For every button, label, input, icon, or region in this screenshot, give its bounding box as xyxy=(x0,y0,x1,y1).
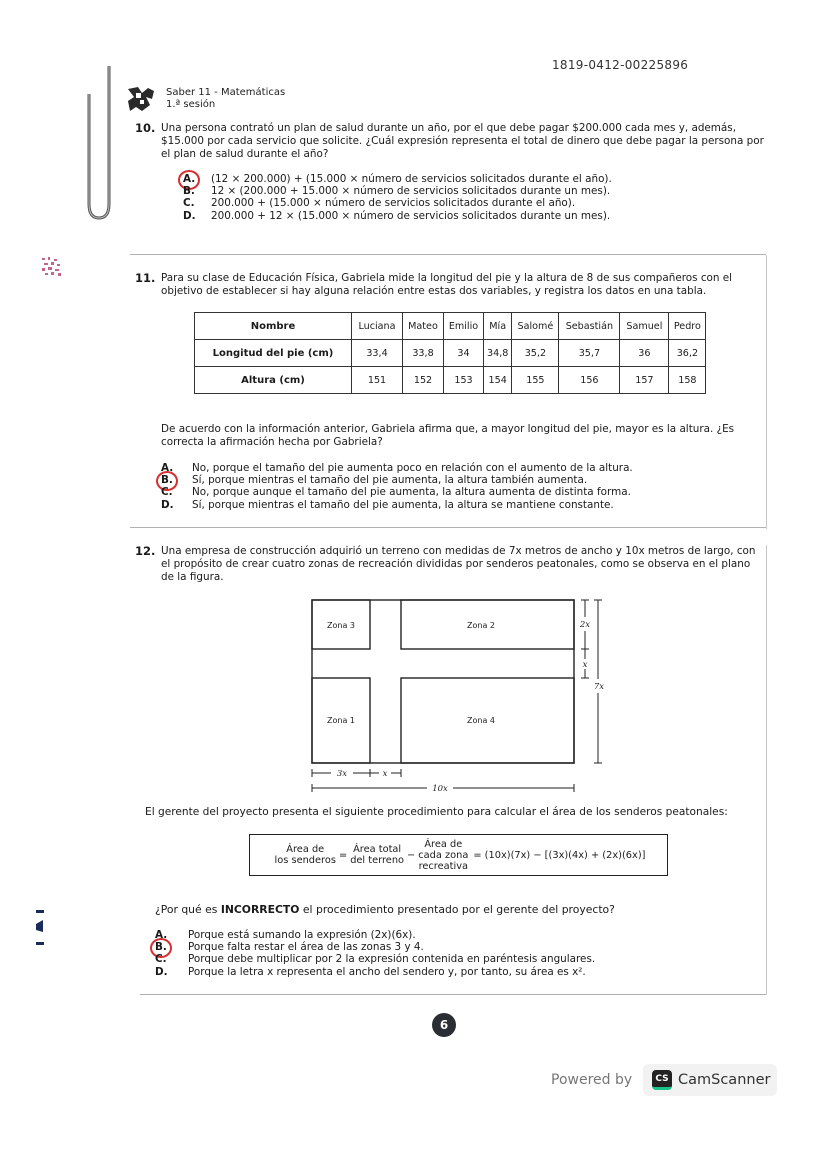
table-header-row xyxy=(195,313,706,340)
option-letter: B. xyxy=(183,185,195,198)
table-row xyxy=(195,340,706,367)
emphasis-incorrect: INCORRECTO xyxy=(220,903,300,916)
answer-options xyxy=(161,462,761,511)
option-letter: A. xyxy=(183,173,211,185)
exam-header xyxy=(126,85,285,113)
formula-zone: Área de cada zona recreativa xyxy=(418,838,469,872)
option-letter: B. xyxy=(155,941,188,953)
question-10 xyxy=(135,122,765,222)
option-text: 200.000 + (15.000 × número de servicios solicitados durante el año). xyxy=(211,197,576,210)
dim-path-width: x xyxy=(382,769,388,779)
zone-4-label: Zona 4 xyxy=(467,716,495,725)
section-divider xyxy=(130,254,766,255)
table-cell: Mateo xyxy=(403,313,444,340)
camscanner-brand: CamScanner xyxy=(678,1072,771,1088)
formula-lhs: Área de los senderos xyxy=(274,844,336,866)
option-text: Porque está sumando la expresión (2x)(6x). xyxy=(188,929,416,941)
option-letter: A. xyxy=(161,462,174,474)
option-letter: C. xyxy=(161,486,173,499)
option-c[interactable] xyxy=(155,953,755,965)
option-b[interactable] xyxy=(155,941,755,953)
table-cell: 153 xyxy=(444,367,484,394)
table-row xyxy=(195,367,706,394)
option-d[interactable] xyxy=(161,499,761,511)
option-c[interactable] xyxy=(183,197,765,209)
section-border xyxy=(766,255,767,529)
option-b[interactable] xyxy=(183,185,765,197)
option-letter: A. xyxy=(155,929,168,941)
table-header-cell: Nombre xyxy=(195,313,352,340)
option-letter: B. xyxy=(161,474,192,486)
question-12 xyxy=(135,545,765,584)
section-divider xyxy=(130,527,766,528)
dim-total-height: 7x xyxy=(593,682,605,692)
table-cell: 33,4 xyxy=(352,340,403,367)
zone-2-label: Zona 2 xyxy=(467,621,495,630)
option-text: 12 × (200.000 + 15.000 × número de servicios solicitados durante un mes). xyxy=(211,185,611,198)
answer-options xyxy=(155,929,755,978)
question-number: 10. xyxy=(135,121,156,135)
answer-options xyxy=(183,173,765,222)
option-text: No, porque aunque el tamaño del pie aumenta, la altura aumenta de distinta forma. xyxy=(192,486,631,499)
table-cell: 154 xyxy=(484,367,512,394)
page-number-badge: 6 xyxy=(432,1013,456,1037)
table-row-header: Longitud del pie (cm) xyxy=(195,340,352,367)
option-d[interactable] xyxy=(183,210,765,222)
icfes-logo-icon xyxy=(126,85,156,113)
dim-top-height: 2x xyxy=(579,620,591,630)
table-cell: 151 xyxy=(352,367,403,394)
procedure-intro: El gerente del proyecto presenta el siguiente procedimiento para calcular el área de los senderos peatonales: xyxy=(145,806,728,818)
option-text: 200.000 + 12 × (15.000 × número de servicios solicitados durante un mes). xyxy=(211,209,611,222)
section-border xyxy=(766,545,767,995)
option-letter: C. xyxy=(183,197,195,210)
table-cell: Luciana xyxy=(352,313,403,340)
option-letter: D. xyxy=(161,498,174,511)
table-cell: Emilio xyxy=(444,313,484,340)
dim-total-length: 10x xyxy=(432,784,448,794)
registration-marks-icon xyxy=(34,906,50,950)
question-11-followup: De acuerdo con la información anterior, Gabriela afirma que, a mayor longitud del pie, mayor es la altura. ¿Es correcta la afirmación hecha por Gabriela? xyxy=(161,423,735,448)
question-number: 12. xyxy=(135,544,156,558)
option-text: Sí, porque mientras el tamaño del pie aumenta, la altura también aumenta. xyxy=(192,474,588,487)
formula-rhs: = (10x)(7x) − [(3x)(4x) + (2x)(6x)] xyxy=(473,849,646,861)
exam-session: 1.ª sesión xyxy=(166,99,216,110)
question-text: Una empresa de construcción adquirió un terreno con medidas de 7x metros de ancho y 10x metros de largo, con el propósito de crear cuatro zonas de recreación divididas por senderos peatonales, como se observa en el plano de la figura. xyxy=(161,545,756,583)
powered-by-label: Powered by xyxy=(551,1072,633,1088)
data-table xyxy=(194,312,706,394)
table-cell: 157 xyxy=(620,367,669,394)
table-cell: 34,8 xyxy=(484,340,512,367)
option-text: Porque falta restar el área de las zonas 3 y 4. xyxy=(188,941,424,954)
table-cell: Pedro xyxy=(669,313,706,340)
option-d[interactable] xyxy=(155,966,755,978)
table-cell: Sebastián xyxy=(559,313,620,340)
table-cell: Mía xyxy=(484,313,512,340)
formula-total: Área total del terreno xyxy=(350,844,405,866)
table-cell: 33,8 xyxy=(403,340,444,367)
dim-path-height: x xyxy=(582,660,588,670)
zone-1-label: Zona 1 xyxy=(327,716,355,725)
exam-title: Saber 11 - Matemáticas xyxy=(166,87,286,98)
option-letter: D. xyxy=(155,965,168,978)
table-cell: Samuel xyxy=(620,313,669,340)
question-text: Una persona contrató un plan de salud durante un año, por el que debe pagar $200.000 cada mes y, además, $15.000 por cada servicio que solicite. ¿Cuál expresión representa el total de dinero que debe pagar la persona por el plan de salud durante el año? xyxy=(161,122,764,160)
table-row-header: Altura (cm) xyxy=(195,367,352,394)
option-text: Sí, porque mientras el tamaño del pie aumenta, la altura se mantiene constante. xyxy=(192,498,614,511)
table-cell: 36 xyxy=(620,340,669,367)
option-c[interactable] xyxy=(161,486,761,498)
table-cell: 158 xyxy=(669,367,706,394)
document-id: 1819-0412-00225896 xyxy=(552,58,689,72)
dim-left-width: 3x xyxy=(336,769,348,779)
formula-box xyxy=(249,834,668,876)
camscanner-logo-icon: CS xyxy=(652,1070,672,1090)
question-11 xyxy=(135,272,765,298)
table-cell: 35,7 xyxy=(559,340,620,367)
land-plan-figure xyxy=(305,595,615,795)
option-text: (12 × 200.000) + (15.000 × número de servicios solicitados durante el año). xyxy=(211,173,612,185)
option-a[interactable] xyxy=(183,173,765,185)
formula-equals: = xyxy=(338,849,348,861)
option-text: No, porque el tamaño del pie aumenta poco en relación con el aumento de la altura. xyxy=(192,462,633,474)
option-a[interactable] xyxy=(155,929,755,941)
option-a[interactable] xyxy=(161,462,761,474)
formula-minus: − xyxy=(407,849,416,861)
paper-clip-icon xyxy=(82,64,118,222)
table-cell: 34 xyxy=(444,340,484,367)
option-text: Porque la letra x representa el ancho del sendero y, por tanto, su área es x². xyxy=(188,965,586,978)
question-number: 11. xyxy=(135,271,156,285)
option-b[interactable] xyxy=(161,474,761,486)
option-letter: C. xyxy=(155,953,167,966)
section-divider xyxy=(140,994,766,995)
table-cell: 35,2 xyxy=(512,340,559,367)
camscanner-badge[interactable] xyxy=(643,1064,777,1096)
table-cell: 156 xyxy=(559,367,620,394)
table-cell: 152 xyxy=(403,367,444,394)
question-text: Para su clase de Educación Física, Gabriela mide la longitud del pie y la altura de 8 de sus compañeros con el objetivo de establecer si hay alguna relación entre estas dos variables, y registra los datos en una tabla. xyxy=(161,272,733,297)
option-letter: D. xyxy=(183,209,196,222)
stamp-mark-icon xyxy=(40,256,64,278)
zone-3-label: Zona 3 xyxy=(327,621,355,630)
question-12-prompt: ¿Por qué es INCORRECTO el procedimiento presentado por el gerente del proyecto? xyxy=(155,903,615,916)
option-text: Porque debe multiplicar por 2 la expresión contenida en paréntesis angulares. xyxy=(188,953,596,966)
table-cell: 155 xyxy=(512,367,559,394)
table-cell: Salomé xyxy=(512,313,559,340)
table-cell: 36,2 xyxy=(669,340,706,367)
